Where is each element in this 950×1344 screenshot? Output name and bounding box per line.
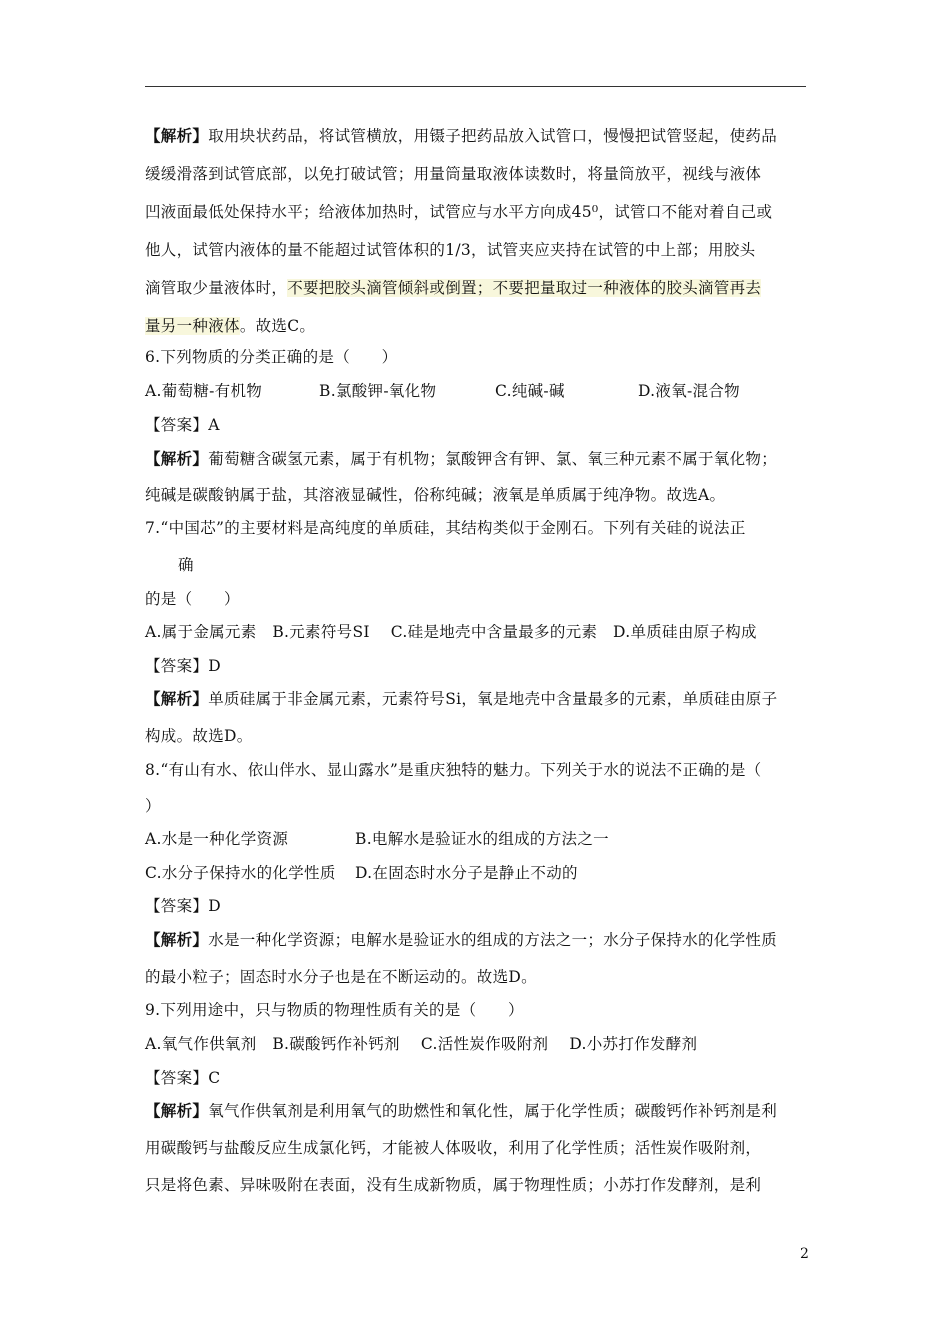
q5-analysis-line-3: 凹液面最低处保持水平；给液体加热时，试管应与水平方向成45⁰，试管口不能对着自己或 [145,203,773,221]
analysis-text: 葡萄糖含碳氢元素，属于有机物；氯酸钾含有钾、氯、氧三种元素不属于氧化物； [208,450,778,468]
analysis-tag: 【解析】 [145,449,209,468]
q6-answer [145,415,220,435]
q7-stem-line-1: 7.“中国芯”的主要材料是高纯度的单质硅，其结构类似于金刚石。下列有关硅的说法正 [145,519,746,537]
answer-value: D [208,657,221,675]
q6-option-d: D.液氧-混合物 [638,382,740,400]
q7-stem-line-3: 的是（ ） [145,590,240,608]
analysis-text: 单质硅属于非金属元素，元素符号Si，氧是地壳中含量最多的元素，单质硅由原子 [208,690,778,708]
answer-tag: 【答案】 [145,657,209,675]
q8-stem-line-1: 8.“有山有水、依山伴水、显山露水”是重庆独特的魅力。下列关于水的说法不正确的是（ [145,761,762,779]
q9-analysis-line-2: 用碳酸钙与盐酸反应生成氯化钙，才能被人体吸收，利用了化学性质；活性炭作吸附剂， [145,1139,762,1157]
analysis-text: 氧气作供氧剂是利用氧气的助燃性和氧化性，属于化学性质；碳酸钙作补钙剂是利 [208,1102,778,1120]
answer-value: A [208,416,220,434]
answer-tag: 【答案】 [145,416,209,434]
q6-stem: 6.下列物质的分类正确的是（ ） [145,348,398,366]
q6-option-c: C.纯碱-碱 [495,382,565,400]
analysis-text: 取用块状药品，将试管横放，用镊子把药品放入试管口，慢慢把试管竖起，使药品 [208,127,778,145]
header-rule [145,86,806,87]
q7-analysis-line-1 [145,689,777,709]
analysis-text: 滴管取少量液体时， [145,279,288,297]
answer-tag: 【答案】 [145,1069,209,1087]
q5-analysis-line-5 [145,278,761,298]
answer-tag: 【答案】 [145,897,209,915]
q8-option-a: A.水是一种化学资源 [145,830,289,848]
q7-options: A.属于金属元素 B.元素符号SI C.硅是地壳中含量最多的元素 D.单质硅由原子构成 [145,623,757,641]
q5-analysis-line-6 [145,316,315,336]
highlighted-text: 量另一种液体 [145,317,240,335]
q6-option-a: A.葡萄糖-有机物 [145,382,263,400]
q8-analysis-line-2: 的最小粒子；固态时水分子也是在不断运动的。故选D。 [145,968,537,986]
q7-analysis-line-2: 构成。故选D。 [145,727,253,745]
analysis-tag: 【解析】 [145,689,209,708]
page-number: 2 [800,1246,809,1262]
q6-analysis-line-2: 纯碱是碳酸钠属于盐，其溶液显碱性，俗称纯碱；液氧是单质属于纯净物。故选A。 [145,486,726,504]
q8-option-c: C.水分子保持水的化学性质 [145,864,336,882]
analysis-text: 水是一种化学资源；电解水是验证水的组成的方法之一；水分子保持水的化学性质 [208,931,778,949]
q5-analysis-line-4: 他人，试管内液体的量不能超过试管体积的1/3，试管夹应夹持在试管的中上部；用胶头 [145,241,756,259]
analysis-text: 。故选C。 [239,317,316,335]
q6-option-b: B.氯酸钾-氧化物 [319,382,437,400]
analysis-tag: 【解析】 [145,930,209,949]
answer-value: D [208,897,221,915]
q9-options: A.氧气作供氧剂 B.碳酸钙作补钙剂 C.活性炭作吸附剂 D.小苏打作发酵剂 [145,1035,698,1053]
analysis-tag: 【解析】 [145,126,209,145]
q7-stem-line-2: 确 [178,556,194,574]
answer-value: C [208,1069,221,1087]
q6-analysis-line-1 [145,449,777,469]
q8-stem-line-2: ） [145,797,161,815]
q8-option-b: B.电解水是验证水的组成的方法之一 [355,830,609,848]
q5-analysis-line-2: 缓缓滑落到试管底部，以免打破试管；用量筒量取液体读数时，将量筒放平，视线与液体 [145,165,762,183]
q8-option-d: D.在固态时水分子是静止不动的 [355,864,578,882]
analysis-tag: 【解析】 [145,1101,209,1120]
q8-analysis-line-1 [145,930,777,950]
q9-stem: 9.下列用途中，只与物质的物理性质有关的是（ ） [145,1001,524,1019]
q7-answer [145,656,221,676]
q9-analysis-line-3: 只是将色素、异味吸附在表面，没有生成新物质，属于物理性质；小苏打作发酵剂，是利 [145,1176,762,1194]
q9-analysis-line-1 [145,1101,777,1121]
q8-answer [145,896,221,916]
highlighted-text: 不要把胶头滴管倾斜或倒置；不要把量取过一种液体的胶头滴管再去 [287,279,762,297]
q9-answer [145,1068,220,1088]
q5-analysis-line-1 [145,126,777,146]
